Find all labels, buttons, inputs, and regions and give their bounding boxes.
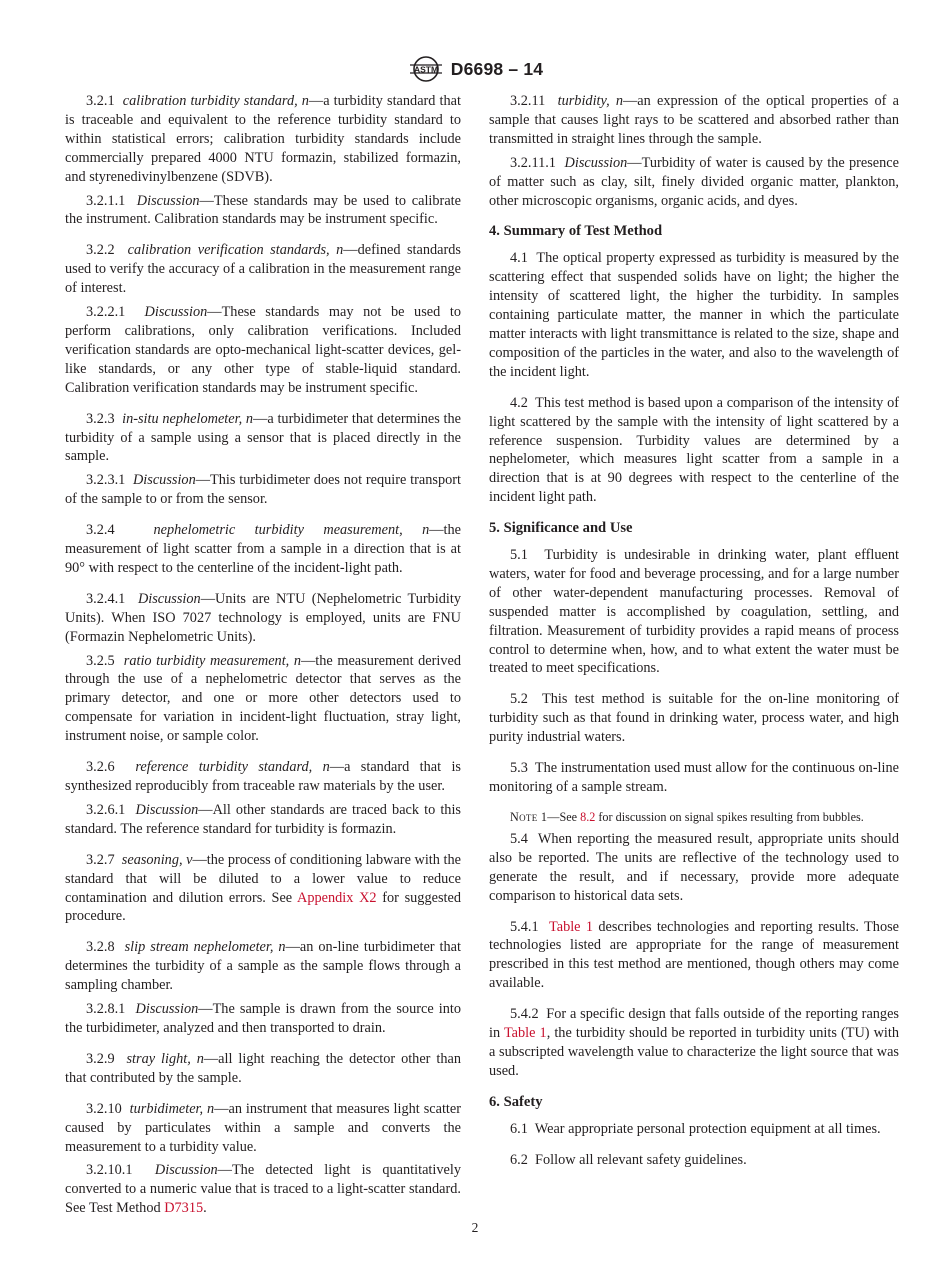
section-5-heading: 5. Significance and Use [489,520,633,537]
para-3-2-11-1: 3.2.11.1 Discussion—Turbidity of water is caused by the presence of matter such as clay, silt, finely divided organic matter, plankton, other microscopic organisms, organic acids, and dyes. [489,154,899,209]
right-column [489,92,899,1175]
page-number: 2 [471,1220,479,1235]
document-id: D6698 – 14 [450,58,544,79]
para-3-2-10: 3.2.10 turbidimeter, n—an instrument that measures light scatter caused by particulates within a sample and converts the measurement to a turbidity value. [65,1100,461,1155]
para-5-3: 5.3 The instrumentation used must allow for the continuous on-line monitoring of a sample stream. [489,760,899,795]
left-column [65,92,461,1223]
logo-text: ASTM [413,64,438,75]
para-5-4-1: 5.4.1 Table 1 describes technologies and reporting results. Those technologies listed are appropriate for the range of measurement prescribed in this test method are mentioned, though others may come available. [489,918,899,992]
para-4-2: 4.2 This test method is based upon a comparison of the intensity of light scattered by the sample with the intensity of light scattered by a reference suspension. Turbidity values are determined by a nephelometer, which measures light scatter from a sample in a direction that is at 90 degrees with respect to the centerline of the incident light path. [489,394,900,506]
para-3-2-6: 3.2.6 reference turbidity standard, n—a standard that is synthesized reproducibly from traceable raw materials by the user. [65,759,461,794]
para-3-2-11: 3.2.11 turbidity, n—an expression of the optical properties of a sample that causes light rays to be scattered and absorbed rather than transmitted in straight lines through the sample. [489,93,899,147]
para-3-2-5: 3.2.5 ratio turbidity measurement, n—the measurement derived through the use of a nephelometric detector that serves as the primary detector, and one or more other detectors used to compensate for variation in incident-light fluctuation, stray light, instrument noise, or sample color. [65,652,461,745]
para-3-2-3: 3.2.3 in-situ nephelometer, n—a turbidimeter that determines the turbidity of a sample using a sensor that is placed directly in the sample. [65,410,461,465]
section-8-2-link[interactable]: 8.2 [580,809,596,824]
para-3-2-10-1: 3.2.10.1 Discussion—The detected light is quantitatively converted to a numeric value that is traced to a light-scatter standard. See Test Method D7315. [65,1162,461,1217]
appendix-x2-link[interactable]: Appendix X2 [297,889,377,906]
para-5-4-2: 5.4.2 For a specific design that falls outside of the reporting ranges in Table 1, the turbidity should be reported in turbidity units (TU) with a subscripted wavelength value to characterize the light source that was used. [489,1006,900,1079]
table-1-link[interactable]: Table 1 [548,918,593,935]
table-1-link-2[interactable]: Table 1 [503,1025,547,1042]
para-3-2-1-1: 3.2.1.1 Discussion—These standards may be used to calibrate the instrument. Calibration standards may be instrument specific. [65,192,461,228]
para-6-1: 6.1 Wear appropriate personal protection equipment at all times. [510,1120,881,1137]
para-3-2-3-1: 3.2.3.1 Discussion—This turbidimeter does not require transport of the sample to or from the sensor. [65,472,461,508]
astm-logo-icon [407,56,445,82]
para-3-2-2: 3.2.2 calibration verification standards, n—defined standards used to verify the accuracy of a calibration in the measurement range of interest. [65,242,461,297]
page-header [0,56,950,82]
note-1: Note 1—See 8.2 for discussion on signal spikes resulting from bubbles. [510,809,864,824]
para-3-2-4-1: 3.2.4.1 Discussion—Units are NTU (Nephelometric Turbidity Units). When ISO 7027 technology is employed, units are FNU (Formazin Nephelometric Units). [65,590,461,645]
para-4-1: 4.1 The optical property expressed as turbidity is measured by the scattering effect that suspended solids have on light; the higher the intensity of scattered light, the higher the turbidity. In samples containing particulate matter, the manner in which the particulate matter interacts with light transmittance is related to the size, shape and composition of the particles in the water, and also to the wavelength of the incident light. [489,250,899,380]
para-3-2-8-1: 3.2.8.1 Discussion—The sample is drawn from the source into the turbidimeter, analyzed and then transported to drain. [65,1001,461,1036]
para-5-1: 5.1 Turbidity is undesirable in drinking water, plant effluent waters, water for food and beverage processing, and for a large number of other water-dependent manufacturing processes. Removal of suspended matter is accomplished by coagulation, settling, and filtration. Measurement of turbidity provides a rapid means of process control to determine when, how, and to what extent the water must be treated to meet specifications. [489,547,899,677]
para-3-2-6-1: 3.2.6.1 Discussion—All other standards are traced back to this standard. The reference standard for turbidity is formazin. [65,801,461,837]
para-5-4: 5.4 When reporting the measured result, appropriate units should also be reported. The units are reflective of the technology used to generate the result, and if necessary, provide more adequate comparison to historical data sets. [489,830,899,904]
para-3-2-4: 3.2.4 nephelometric turbidity measurement, n—the measurement of light scatter from a sample in a direction that is at 90° with respect to the centerline of the incident-light path. [65,522,461,576]
para-3-2-8: 3.2.8 slip stream nephelometer, n—an on-line turbidimeter that determines the turbidity of a sample as the sample flows through a sampling chamber. [65,939,461,994]
section-4-heading: 4. Summary of Test Method [489,223,663,240]
para-3-2-2-1: 3.2.2.1 Discussion—These standards may not be used to perform calibrations, only calibration verifications. Included verification standards are opto-mechanical light-scatter devices, gel-like standards, or any other type of stable-liquid standard. Calibration verification standards may be instrument specific. [65,304,461,396]
para-3-2-1: 3.2.1 calibration turbidity standard, n—a turbidity standard that is traceable and equivalent to the reference turbidity standard to within statistical errors; calibration turbidity standards include commercially prepared 4000 NTU formazin, stabilized formazin, and styrenedivinylbenzene (SDVB). [65,93,461,185]
para-3-2-9: 3.2.9 stray light, n—all light reaching the detector other than that contributed by the sample. [65,1050,461,1086]
para-6-2: 6.2 Follow all relevant safety guidelines. [510,1151,747,1168]
para-5-2: 5.2 This test method is suitable for the on-line monitoring of turbidity such as that found in drinking water, process water, and high purity industrial waters. [489,691,899,746]
section-6-heading: 6. Safety [489,1093,543,1110]
d7315-link[interactable]: D7315 [164,1200,204,1217]
para-3-2-7: 3.2.7 seasoning, v—the process of conditioning labware with the standard that will be diluted to a lower value to reduce contamination and dilution errors. See Appendix X2 for suggested procedure. [65,851,461,925]
